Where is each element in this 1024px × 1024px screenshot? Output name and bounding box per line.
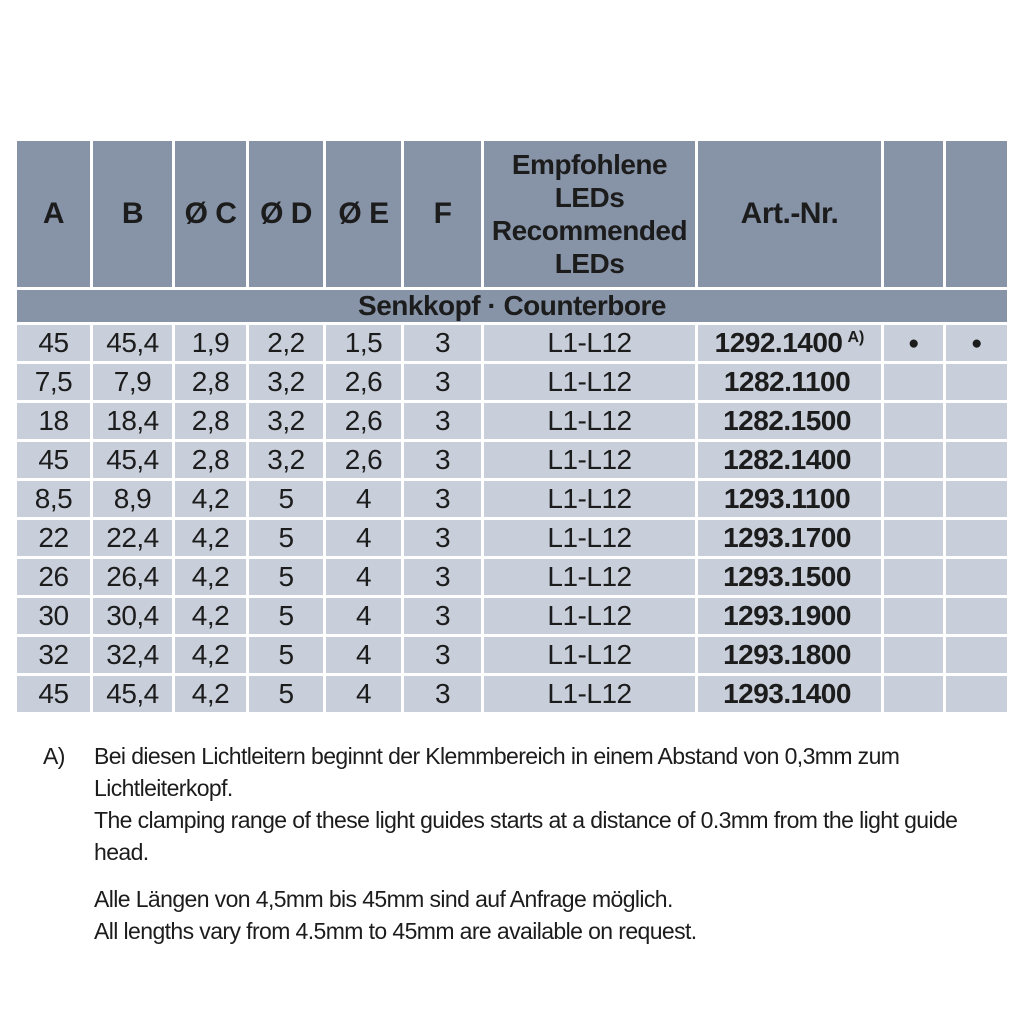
table-row xyxy=(17,637,1007,673)
cell-art-nr xyxy=(698,325,881,361)
art-nr-value: 1282.1400 xyxy=(723,444,851,475)
lengths-note-spacer xyxy=(43,883,94,947)
cell-dot-2 xyxy=(946,520,1007,556)
cell-dot-2 xyxy=(946,559,1007,595)
footnote-a-text xyxy=(94,740,1009,868)
footnote-a-english: The clamping range of these light guides starts at a distance of 0.3mm from the light guide head. xyxy=(94,807,958,865)
table-row xyxy=(17,442,1007,478)
table-body xyxy=(17,325,1007,712)
cell-dot-2: ● xyxy=(946,325,1007,361)
cell-d: 5 xyxy=(249,637,323,673)
cell-art-nr xyxy=(698,442,881,478)
led-header-line: Empfohlene xyxy=(511,149,668,180)
cell-dot-2 xyxy=(946,637,1007,673)
cell-d: 3,2 xyxy=(249,364,323,400)
art-nr-value: 1282.1100 xyxy=(723,366,851,397)
cell-a: 22 xyxy=(17,520,90,556)
cell-e: 4 xyxy=(326,481,401,517)
cell-b: 45,4 xyxy=(93,442,172,478)
cell-art-nr xyxy=(698,520,881,556)
column-header-e: Ø E xyxy=(326,141,401,287)
column-header-a: A xyxy=(17,141,90,287)
cell-a: 7,5 xyxy=(17,364,90,400)
cell-b: 22,4 xyxy=(93,520,172,556)
section-title: Senkkopf · Counterbore xyxy=(17,290,1007,322)
art-nr-value: 1293.1700 xyxy=(723,522,851,553)
header-row xyxy=(17,141,1007,287)
cell-leds: L1-L12 xyxy=(484,637,695,673)
spec-table-wrap xyxy=(14,138,1010,715)
column-header-b: B xyxy=(93,141,172,287)
table-row xyxy=(17,676,1007,712)
cell-b: 45,4 xyxy=(93,676,172,712)
cell-leds: L1-L12 xyxy=(484,598,695,634)
cell-dot-2 xyxy=(946,598,1007,634)
column-header-empty-2 xyxy=(946,141,1007,287)
table-row xyxy=(17,481,1007,517)
cell-c: 4,2 xyxy=(175,676,246,712)
cell-e: 4 xyxy=(326,676,401,712)
cell-b: 30,4 xyxy=(93,598,172,634)
cell-art-nr xyxy=(698,637,881,673)
column-header-f: F xyxy=(404,141,481,287)
cell-dot-2 xyxy=(946,364,1007,400)
footnote-marker: A) xyxy=(43,743,65,769)
cell-a: 45 xyxy=(17,442,90,478)
cell-e: 2,6 xyxy=(326,403,401,439)
cell-f: 3 xyxy=(404,520,481,556)
cell-c: 2,8 xyxy=(175,364,246,400)
cell-e: 4 xyxy=(326,637,401,673)
cell-dot-2 xyxy=(946,676,1007,712)
cell-f: 3 xyxy=(404,676,481,712)
cell-b: 7,9 xyxy=(93,364,172,400)
section-row xyxy=(17,290,1007,322)
cell-art-nr xyxy=(698,481,881,517)
cell-c: 2,8 xyxy=(175,403,246,439)
table-row xyxy=(17,403,1007,439)
cell-dot-1 xyxy=(884,481,943,517)
cell-f: 3 xyxy=(404,442,481,478)
led-header-line: Recommended xyxy=(491,215,688,246)
cell-leds: L1-L12 xyxy=(484,403,695,439)
column-header-art-nr: Art.-Nr. xyxy=(698,141,881,287)
cell-b: 45,4 xyxy=(93,325,172,361)
cell-b: 18,4 xyxy=(93,403,172,439)
art-nr-value: 1282.1500 xyxy=(723,405,851,436)
cell-d: 3,2 xyxy=(249,403,323,439)
cell-dot-1 xyxy=(884,403,943,439)
cell-e: 4 xyxy=(326,598,401,634)
cell-c: 1,9 xyxy=(175,325,246,361)
cell-dot-1 xyxy=(884,442,943,478)
table-row xyxy=(17,559,1007,595)
cell-d: 2,2 xyxy=(249,325,323,361)
cell-dot-1 xyxy=(884,559,943,595)
cell-leds: L1-L12 xyxy=(484,442,695,478)
lengths-note-german: Alle Längen von 4,5mm bis 45mm sind auf Anfrage möglich. xyxy=(94,886,673,912)
cell-e: 2,6 xyxy=(326,442,401,478)
cell-a: 18 xyxy=(17,403,90,439)
cell-art-nr xyxy=(698,364,881,400)
art-nr-value: 1293.1400 xyxy=(723,678,851,709)
art-nr-value: 1292.1400 xyxy=(714,327,843,358)
cell-dot-2 xyxy=(946,403,1007,439)
cell-f: 3 xyxy=(404,637,481,673)
light-guide-spec-table xyxy=(14,138,1010,715)
cell-a: 30 xyxy=(17,598,90,634)
column-header-leds xyxy=(484,141,695,287)
art-nr-value: 1293.1800 xyxy=(723,639,851,670)
cell-c: 4,2 xyxy=(175,520,246,556)
led-header-line: LEDs xyxy=(554,248,625,279)
cell-dot-1 xyxy=(884,364,943,400)
cell-d: 5 xyxy=(249,559,323,595)
footnotes xyxy=(43,740,1009,947)
art-nr-value: 1293.1900 xyxy=(723,600,851,631)
cell-c: 4,2 xyxy=(175,481,246,517)
cell-dot-2 xyxy=(946,481,1007,517)
cell-a: 32 xyxy=(17,637,90,673)
cell-leds: L1-L12 xyxy=(484,325,695,361)
cell-d: 5 xyxy=(249,598,323,634)
table-row xyxy=(17,364,1007,400)
cell-f: 3 xyxy=(404,403,481,439)
art-nr-footnote-ref: A) xyxy=(847,328,865,346)
cell-e: 4 xyxy=(326,520,401,556)
cell-leds: L1-L12 xyxy=(484,520,695,556)
cell-dot-1 xyxy=(884,637,943,673)
cell-leds: L1-L12 xyxy=(484,559,695,595)
lengths-note-text xyxy=(94,883,1009,947)
table-row xyxy=(17,325,1007,361)
cell-dot-1: ● xyxy=(884,325,943,361)
cell-c: 4,2 xyxy=(175,637,246,673)
cell-art-nr xyxy=(698,598,881,634)
cell-e: 2,6 xyxy=(326,364,401,400)
cell-dot-1 xyxy=(884,520,943,556)
cell-dot-1 xyxy=(884,598,943,634)
cell-d: 5 xyxy=(249,520,323,556)
led-header-line: LEDs xyxy=(554,182,625,213)
cell-art-nr xyxy=(698,403,881,439)
cell-f: 3 xyxy=(404,481,481,517)
cell-b: 26,4 xyxy=(93,559,172,595)
cell-a: 45 xyxy=(17,676,90,712)
cell-d: 3,2 xyxy=(249,442,323,478)
cell-f: 3 xyxy=(404,559,481,595)
cell-leds: L1-L12 xyxy=(484,676,695,712)
cell-e: 4 xyxy=(326,559,401,595)
cell-a: 45 xyxy=(17,325,90,361)
lengths-note-block xyxy=(43,883,1009,947)
cell-d: 5 xyxy=(249,481,323,517)
cell-a: 8,5 xyxy=(17,481,90,517)
cell-leds: L1-L12 xyxy=(484,481,695,517)
column-header-d: Ø D xyxy=(249,141,323,287)
cell-e: 1,5 xyxy=(326,325,401,361)
cell-dot-1 xyxy=(884,676,943,712)
table-row xyxy=(17,520,1007,556)
cell-b: 8,9 xyxy=(93,481,172,517)
cell-a: 26 xyxy=(17,559,90,595)
column-header-c: Ø C xyxy=(175,141,246,287)
cell-b: 32,4 xyxy=(93,637,172,673)
cell-art-nr xyxy=(698,676,881,712)
cell-leds: L1-L12 xyxy=(484,364,695,400)
cell-art-nr xyxy=(698,559,881,595)
cell-c: 4,2 xyxy=(175,598,246,634)
cell-f: 3 xyxy=(404,325,481,361)
cell-f: 3 xyxy=(404,598,481,634)
column-header-empty-1 xyxy=(884,141,943,287)
footnote-a-block xyxy=(43,740,1009,868)
art-nr-value: 1293.1500 xyxy=(723,561,851,592)
cell-c: 2,8 xyxy=(175,442,246,478)
cell-d: 5 xyxy=(249,676,323,712)
cell-f: 3 xyxy=(404,364,481,400)
lengths-note-english: All lengths vary from 4.5mm to 45mm are available on request. xyxy=(94,918,697,944)
cell-c: 4,2 xyxy=(175,559,246,595)
cell-dot-2 xyxy=(946,442,1007,478)
footnote-a-german: Bei diesen Lichtleitern beginnt der Klemmbereich in einem Abstand von 0,3mm zum Lichtleiterkopf. xyxy=(94,743,900,801)
art-nr-value: 1293.1100 xyxy=(723,483,851,514)
table-row xyxy=(17,598,1007,634)
